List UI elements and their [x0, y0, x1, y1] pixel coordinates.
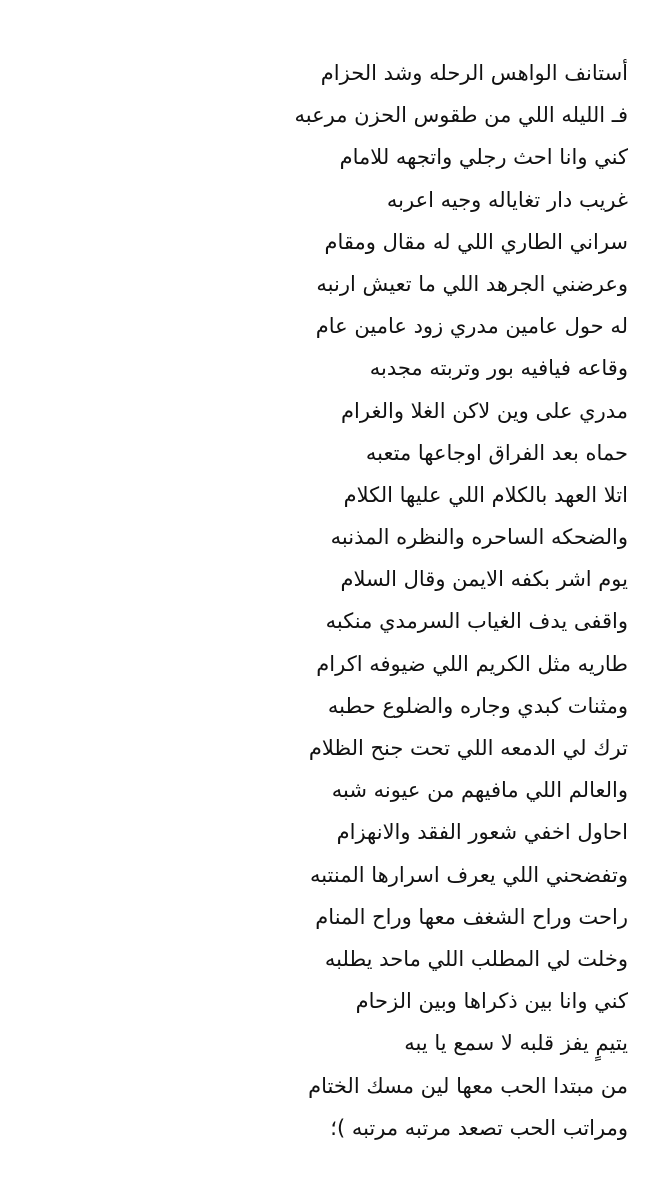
poem-line: وقاعه فيافيه بور وتربته مجدبه: [369, 356, 628, 381]
poem-line: طاريه مثل الكريم اللي ضيوفه اكرام: [316, 651, 628, 676]
poem-line: سراني الطاري اللي له مقال ومقام: [324, 229, 628, 254]
poem-line: يتيمٍ يفز قلبه لا سمع يا يبه: [404, 1031, 628, 1056]
poem-line: كني وانا بين ذكراها وبين الزحام: [355, 989, 628, 1014]
poem-line: واقفى يدف الغياب السرمدي منكبه: [325, 609, 628, 634]
poem-line: يوم اشر بكفه الايمن وقال السلام: [340, 567, 628, 592]
poem-text: [28, 52, 628, 1149]
poem-line: أستانف الواهس الرحله وشد الحزام: [320, 61, 628, 85]
poem-line: له حول عامين مدري زود عامين عام: [315, 314, 628, 339]
poem-line: وتفضحني اللي يعرف اسرارها المنتبه: [309, 862, 628, 887]
poem-line: اتلا العهد بالكلام اللي عليها الكلام: [343, 482, 628, 507]
poem-line: كني وانا احث رجلي واتجهه للامام: [339, 145, 628, 170]
poem-line: مدري على وين لاكن الغلا والغرام: [341, 398, 628, 423]
poem-line: من مبتدا الحب معها لين مسك الختام: [308, 1073, 628, 1098]
poem-line: وعرضني الجرهد اللي ما تعيش ارنبه: [316, 271, 628, 296]
poem-line: راحت وراح الشغف معها وراح المنام: [315, 904, 628, 929]
poem-line: حماه بعد الفراق اوجاعها متعبه: [365, 440, 628, 465]
poem-line: غريب دار تغاياله وجيه اعربه: [386, 187, 628, 212]
poem-line: فـ الليله اللي من طقوس الحزن مرعبه: [294, 103, 628, 128]
poem-line: والضحكه الساحره والنظره المذنبه: [330, 525, 628, 550]
poem-line: وخلت لي المطلب اللي ماحد يطلبه: [324, 946, 628, 971]
poem-line: احاول اخفي شعور الفقد والانهزام: [336, 820, 628, 845]
poem-line: والعالم اللي مافيهم من عيونه شبه: [331, 778, 628, 803]
poem-line: ومثنات كبدي وجاره والضلوع حطبه: [327, 693, 628, 718]
poem-line: ترك لي الدمعه اللي تحت جنح الظلام: [308, 736, 628, 760]
poem-line: ومراتب الحب تصعد مرتبه مرتبه )؛: [330, 1115, 628, 1140]
